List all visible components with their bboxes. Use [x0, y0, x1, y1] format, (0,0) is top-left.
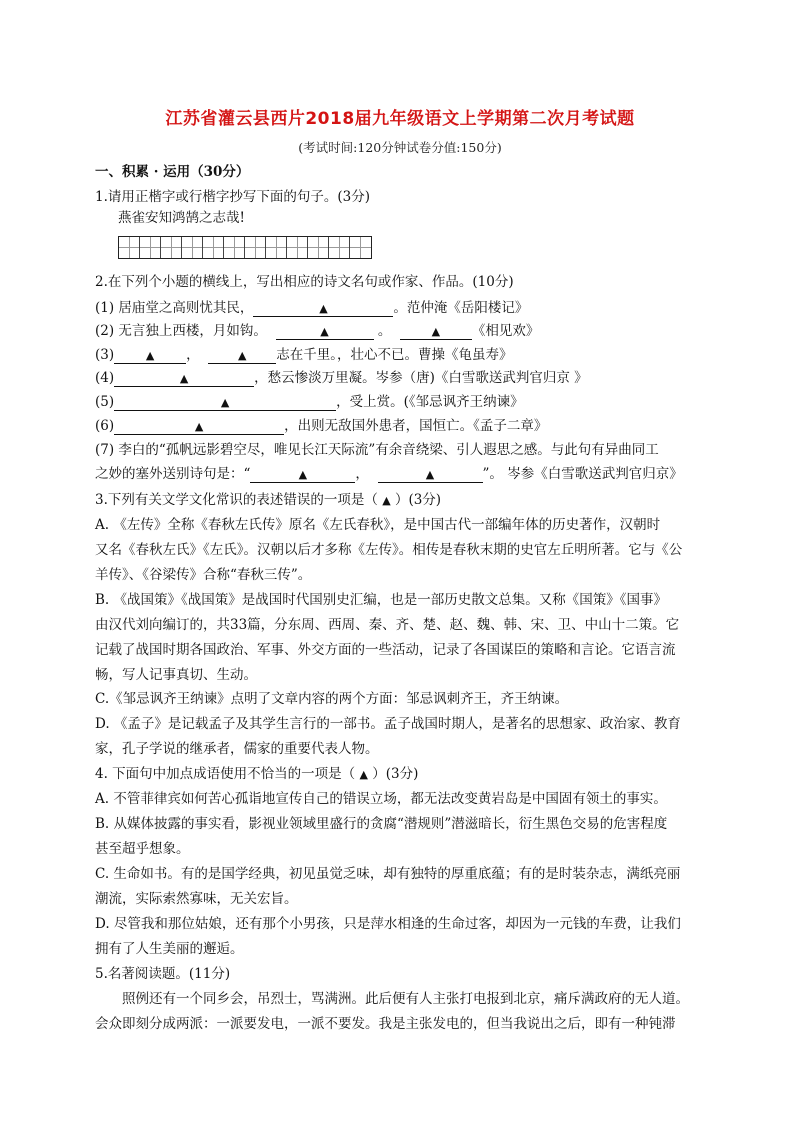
triangle-marker: ▲: [320, 325, 329, 338]
answer-blank[interactable]: [114, 395, 336, 411]
triangle-marker: ▲: [425, 468, 435, 481]
q3-line-10: 家，孔子学说的继承者，儒家的重要代表人物。: [95, 741, 379, 757]
triangle-marker: ▲: [237, 349, 247, 362]
q4-line-7: 拥有了人生美丽的邂逅。: [95, 941, 244, 957]
q2-item-6-source: ，出则无敌国外患者，国恒亡。《孟子二章》: [284, 418, 548, 434]
q2-item-5: [95, 392, 715, 412]
punctuation: ，: [355, 466, 369, 482]
q3-line-3: 羊传》、《谷梁传》合称“春秋三传”。: [95, 567, 312, 583]
q3-line-1: A. 《左传》全称《春秋左氏传》原名《左氏春秋》，是中国古代一部编年体的历史著作，汉朝时: [95, 517, 661, 533]
triangle-marker: ▲: [359, 768, 368, 781]
q1-stem: 1.请用正楷字或行楷字抄写下面的句子。(3分): [95, 189, 371, 205]
q2-item-4: [95, 368, 715, 388]
grid-cell[interactable]: [287, 237, 308, 258]
answer-blank[interactable]: [250, 467, 355, 483]
q2-item-1: [95, 298, 715, 318]
q4-line-6: D. 尽管我和那位姑娘，还有那个小男孩，只是萍水相逢的生命过客，却因为一元钱的车费，让我们: [95, 916, 681, 932]
grid-cell[interactable]: [329, 237, 350, 258]
exam-subtitle: (考试时间:120分钟试卷分值:150分): [298, 140, 502, 155]
q2-item-6-num: (6): [95, 418, 115, 434]
q2-item-1-text: (1) 居庙堂之高则忧其民，: [95, 300, 254, 316]
grid-cell[interactable]: [119, 237, 140, 258]
q2-item-2-text: (2) 无言独上西楼，月如钩。: [95, 323, 267, 339]
q4-stem: [95, 764, 715, 785]
q5-stem: 5.名著阅读题。(11分): [95, 966, 231, 982]
grid-cell[interactable]: [245, 237, 266, 258]
writing-grid: [118, 236, 372, 259]
q4-points: ）(3分): [372, 766, 419, 782]
grid-cell[interactable]: [140, 237, 161, 258]
answer-blank[interactable]: [400, 324, 472, 340]
q2-item-7-prompt: 之妙的塞外送别诗句是：“: [95, 466, 251, 482]
triangle-marker: ▲: [145, 349, 155, 362]
answer-blank[interactable]: [378, 467, 483, 483]
triangle-marker: ▲: [194, 420, 204, 433]
grid-cell[interactable]: [266, 237, 287, 258]
q3-line-4: B. 《战国策》《战国策》是战国时代国别史汇编，也是一部历史散文总集。又称《国策》《国事》: [95, 592, 668, 608]
answer-blank[interactable]: [208, 348, 276, 364]
q2-item-7-source: ”。 岑参《白雪歌送武判官归京》: [482, 466, 683, 482]
punctuation: 。: [377, 323, 392, 339]
q4-line-1: A. 不管菲律宾如何苦心孤诣地宣传自己的错误立场，都无法改变黄岩岛是中国固有领土的事实。: [95, 791, 667, 807]
q2-item-2: [95, 321, 715, 341]
triangle-marker: ▲: [179, 372, 189, 385]
grid-cell[interactable]: [224, 237, 245, 258]
q2-item-5-num: (5): [95, 394, 115, 410]
q3-line-9: D. 《孟子》是记载孟子及其学生言行的一部书。孟子战国时期人，是著名的思想家、政治家、教育: [95, 716, 681, 732]
grid-cell[interactable]: [308, 237, 329, 258]
answer-blank[interactable]: [276, 324, 374, 340]
q5-line-2: 会众即刻分成两派：一派要发电，一派不要发。我是主张发电的，但当我说出之后，即有一种钝滞: [95, 1016, 676, 1032]
q2-item-1-source: 。范仲淹《岳阳楼记》: [393, 300, 529, 316]
q3-line-2: 又名《春秋左氏》《左氏》。汉朝以后才多称《左传》。相传是春秋末期的史官左丘明所著。它与《公: [95, 542, 683, 558]
q2-item-4-num: (4): [95, 370, 115, 386]
triangle-marker: ▲: [319, 302, 328, 315]
answer-blank[interactable]: [253, 301, 393, 317]
q2-item-7: (7) 李白的“孤帆远影碧空尽，唯见长江天际流”有余音绕梁、引人遐思之感。与此句有异曲同工: [95, 442, 659, 458]
answer-blank[interactable]: [114, 419, 284, 435]
q2-item-4-source: ，愁云惨淡万里凝。岑参（唐)《白雪歌送武判官归京 》: [254, 370, 588, 386]
triangle-marker: ▲: [431, 325, 441, 338]
q2-item-5-source: ，受上赏。(《邹忌讽齐王纳谏》: [336, 394, 524, 410]
grid-cell[interactable]: [203, 237, 224, 258]
q2-item-3-num: (3): [95, 347, 115, 363]
q3-line-5: 由汉代刘向编订的，共33篇，分东周、西周、秦、齐、楚、赵、魏、韩、宋、卫、中山十二策。它: [95, 617, 680, 633]
q2-stem: 2.在下列个小题的横线上，写出相应的诗文名句或作家、作品。(10分): [95, 274, 514, 290]
q3-stem-text: 3.下列有关文学文化常识的表述错误的一项是（: [95, 492, 378, 508]
q2-item-2-source: 《相见欢》: [471, 323, 540, 339]
q3-line-7: 畅，写人记事真切、生动。: [95, 667, 257, 683]
q2-item-3-source: 志在千里。，壮心不已。曹操《龟虽寿》: [276, 347, 513, 363]
grid-cell[interactable]: [182, 237, 203, 258]
answer-blank[interactable]: [114, 348, 186, 364]
triangle-marker: ▲: [298, 468, 308, 481]
grid-cell[interactable]: [350, 237, 371, 258]
q3-line-8: C.《邹忌讽齐王纳谏》点明了文章内容的两个方面：邹忌讽刺齐王，齐王纳谏。: [95, 691, 569, 707]
q4-line-5: 潮流，实际索然寡味，无关宏旨。: [95, 891, 298, 907]
q4-stem-text: 4. 下面句中加点成语使用不恰当的一项是（: [95, 766, 356, 782]
q3-points: ）(3分): [394, 492, 442, 508]
q2-item-3: [95, 345, 715, 365]
triangle-marker: ▲: [382, 494, 391, 507]
q1-sentence: 燕雀安知鸿鹄之志哉!: [118, 210, 245, 226]
grid-cell[interactable]: [161, 237, 182, 258]
punctuation: ，: [186, 347, 200, 363]
exam-title: 江苏省灌云县西片2018届九年级语文上学期第二次月考试题: [165, 109, 635, 129]
triangle-marker: ▲: [220, 396, 230, 409]
q4-line-4: C. 生命如书。有的是国学经典，初见虽觉乏味，却有独特的厚重底蕴；有的是时装杂志，满纸亮丽: [95, 866, 681, 882]
q3-line-6: 记载了战国时期各国政治、军事、外交方面的一些活动，记录了各国谋臣的策略和言论。它语言流: [95, 642, 676, 658]
answer-blank[interactable]: [114, 371, 254, 387]
section-heading: 一、积累 · 运用（30分）: [95, 164, 250, 180]
q4-line-2: B. 从媒体披露的事实看，影视业领域里盛行的贪腐“潜规则”潜滋暗长，衍生黑色交易的危害程度: [95, 816, 668, 832]
q3-stem: [95, 490, 715, 511]
q2-item-7-cont: [95, 464, 715, 484]
q5-line-1: 照例还有一个同乡会，吊烈士，骂满洲。此后便有人主张打电报到北京，痛斥满政府的无人道。: [122, 991, 689, 1007]
q4-line-3: 甚至超乎想象。: [95, 841, 190, 857]
q2-item-6: [95, 416, 715, 436]
